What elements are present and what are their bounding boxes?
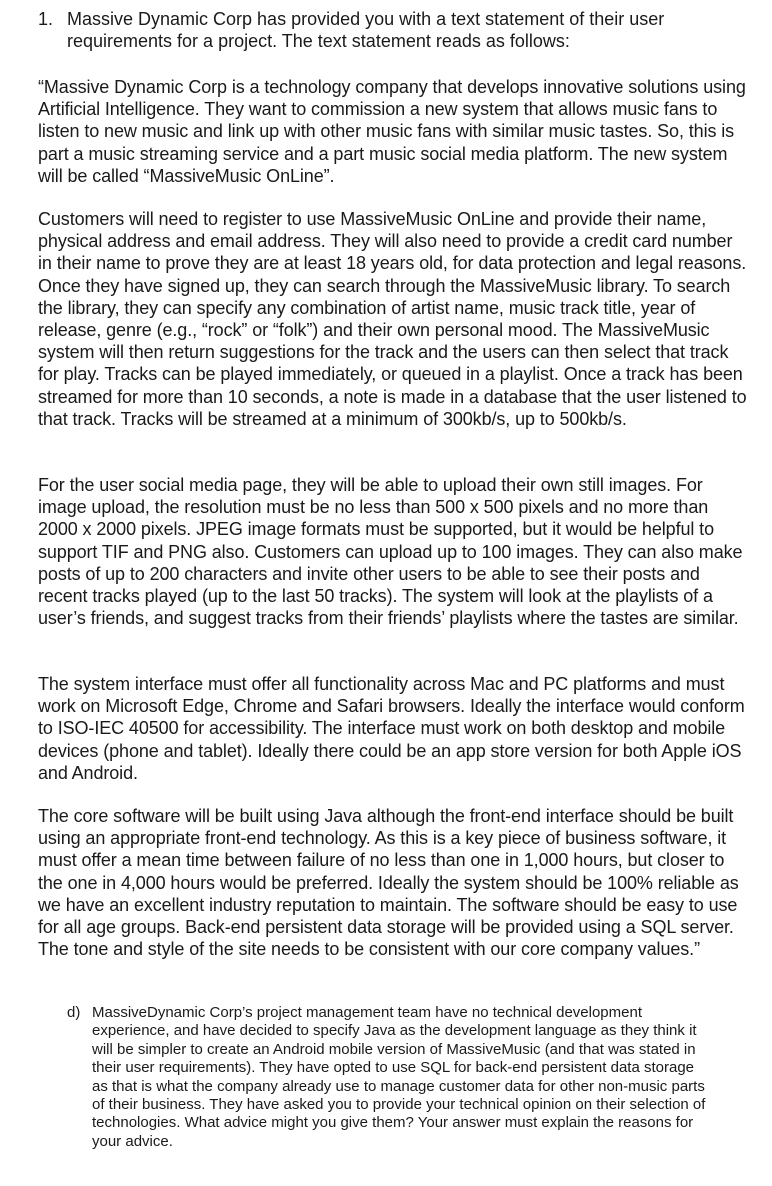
- question-header: [38, 8, 758, 52]
- subquestion-label: d): [67, 1004, 81, 1021]
- subquestion-text: MassiveDynamic Corp’s project management team have no technical development experience, and have decided to specify Java as the development language as they think it will be simpler to create an Android mobile version of MassiveMusic (and that was stated in their user requirements). They have opted to use SQL for back-end persistent data storage as that is what the company already use to manage customer data for other non-music parts of their business. They have asked you to provide your technical opinion on their selection of technologies. What advice might you give them? Your answer must explain the reasons for your advice.: [92, 1004, 706, 1150]
- question-number: 1.: [38, 9, 54, 29]
- subquestion-d: [67, 1004, 707, 1151]
- statement-paragraph-3: For the user social media page, they will be able to upload their own still images. For image upload, the resolution must be no less than 500 x 500 pixels and no more than 2000 x 2000 pixels. JPEG image formats must be supported, but it would be helpful to support TIF and PNG also. Customers can upload up to 100 images. They can also make posts of up to 200 characters and invite other users to be able to see their posts and recent tracks played (up to the last 50 tracks). The system will look at the playlists of a user’s friends, and suggest tracks from their friends’ playlists where the tastes are similar.: [38, 475, 743, 629]
- statement-paragraph-2: Customers will need to register to use MassiveMusic OnLine and provide their name, physical address and email address. They will also need to provide a credit card number in their name to prove they are at least 18 years old, for data protection and legal reasons. Once they have signed up, they can search through the MassiveMusic library. To search the library, they can specify any combination of artist name, music track title, year of release, genre (e.g., “rock” or “folk”) and their own personal mood. The MassiveMusic system will then return suggestions for the track and the users can then select that track for play. Tracks can be played immediately, or queued in a playlist. Once a track has been streamed for more than 10 seconds, a note is made in a database that the user listened to that track. Tracks will be streamed at a minimum of 300kb/s, up to 500kb/s.: [38, 209, 747, 429]
- question-intro: Massive Dynamic Corp has provided you with a text statement of their user requirements for a project. The text statement reads as follows:: [67, 9, 665, 51]
- statement-paragraph-4: The system interface must offer all functionality across Mac and PC platforms and must work on Microsoft Edge, Chrome and Safari browsers. Ideally the interface would conform to ISO-IEC 40500 for accessibility. The interface must work on both desktop and mobile devices (phone and tablet). Ideally there could be an app store version for both Apple iOS and Android.: [38, 674, 745, 783]
- statement-paragraph-5: The core software will be built using Java although the front-end interface should be built using an appropriate front-end technology. As this is a key piece of business software, it must offer a mean time between failure of no less than one in 1,000 hours, but closer to the one in 4,000 hours would be preferred. Ideally the system should be 100% reliable as we have an excellent industry reputation to maintain. The software should be easy to use for all age groups. Back-end persistent data storage will be provided using a SQL server. The tone and style of the site needs to be consistent with our core company values.”: [38, 806, 739, 960]
- statement-paragraph-1: “Massive Dynamic Corp is a technology company that develops innovative solutions using Artificial Intelligence. They want to commission a new system that allows music fans to listen to new music and link up with other music fans with similar music tastes. So, this is part a music streaming service and a part music social media platform. The new system will be called “MassiveMusic OnLine”.: [38, 77, 746, 186]
